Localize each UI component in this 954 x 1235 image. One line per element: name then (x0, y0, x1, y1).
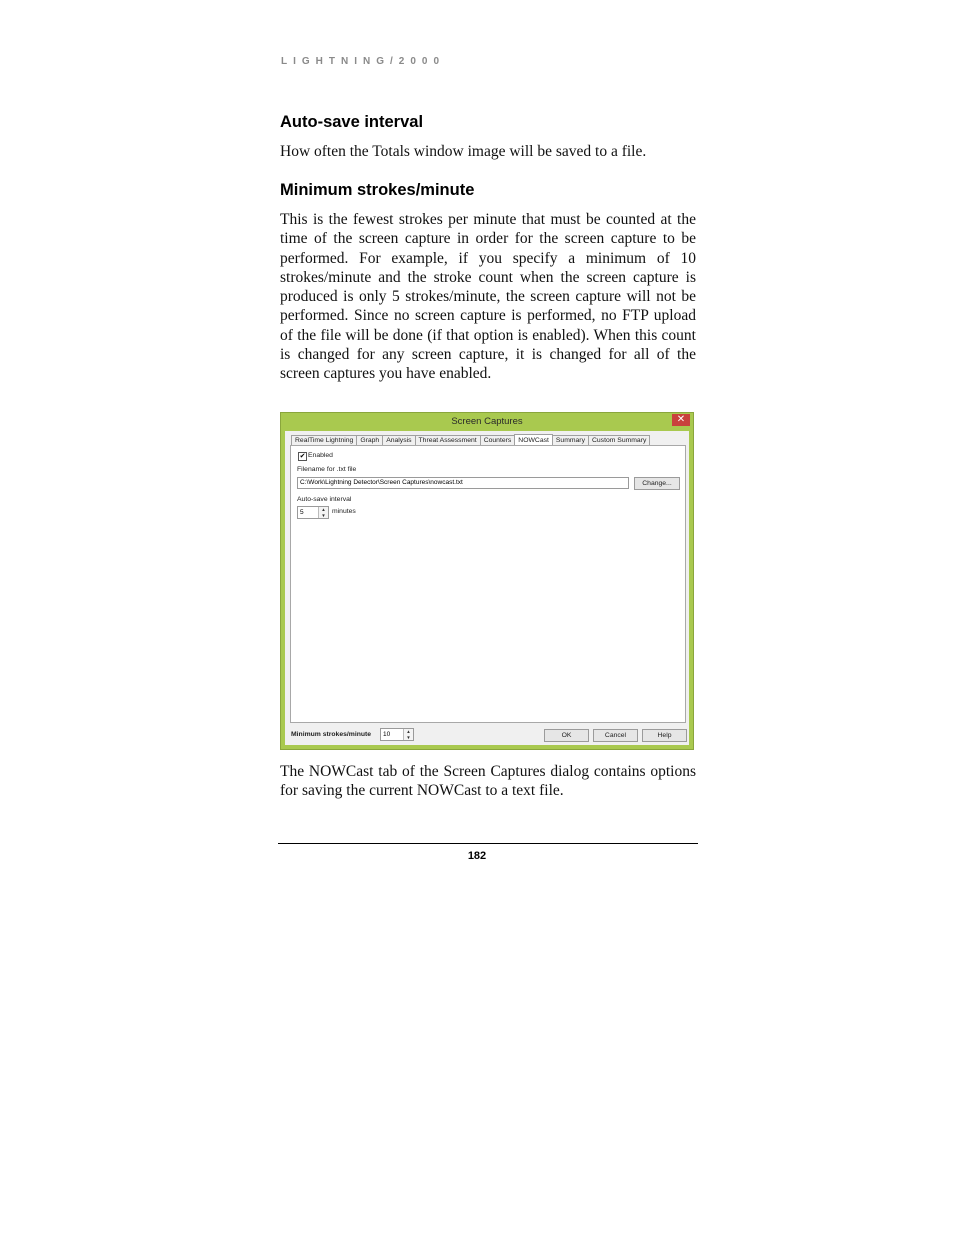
tab-nowcast[interactable]: NOWCast (514, 434, 553, 447)
cancel-button[interactable]: Cancel (593, 729, 638, 742)
tab-summary[interactable]: Summary (552, 435, 589, 446)
minutes-unit-label: minutes (332, 508, 356, 515)
filename-label: Filename for .txt file (297, 466, 357, 473)
page-number: 182 (467, 850, 487, 862)
screen-captures-dialog (280, 412, 694, 750)
chevron-down-icon[interactable]: ▼ (406, 734, 411, 740)
chevron-down-icon[interactable]: ▼ (321, 512, 326, 518)
auto-save-interval-label: Auto-save interval (297, 496, 352, 503)
figure-caption: The NOWCast tab of the Screen Captures dialog contains options for saving the current NOWCast to a text file. (280, 763, 696, 800)
tab-analysis[interactable]: Analysis (382, 435, 415, 446)
enabled-checkbox[interactable]: ✔ (299, 453, 306, 460)
chevron-up-icon[interactable]: ▲ (406, 729, 411, 734)
change-button[interactable]: Change... (634, 477, 680, 490)
nowcast-tab-panel (290, 445, 686, 723)
tab-graph[interactable]: Graph (356, 435, 383, 446)
running-header: LIGHTNING/2000 (281, 56, 446, 67)
enabled-label: Enabled (308, 452, 333, 459)
tab-threat-assessment[interactable]: Threat Assessment (415, 435, 481, 446)
tab-counters[interactable]: Counters (480, 435, 516, 446)
close-icon[interactable]: ✕ (672, 414, 690, 426)
dialog-body (285, 431, 689, 745)
footer-rule (278, 843, 698, 844)
spin-arrows[interactable] (403, 729, 413, 740)
filename-field[interactable]: C:\Work\Lightning Detector\Screen Captures\nowcast.txt (297, 477, 629, 489)
ok-button[interactable]: OK (544, 729, 589, 742)
minimum-strokes-value: 10 (383, 731, 391, 738)
auto-save-interval-stepper[interactable] (297, 506, 329, 519)
minimum-strokes-stepper[interactable] (380, 728, 414, 741)
heading-minimum-strokes: Minimum strokes/minute (280, 181, 475, 199)
help-button[interactable]: Help (642, 729, 687, 742)
chevron-up-icon[interactable]: ▲ (321, 507, 326, 512)
minimum-strokes-label: Minimum strokes/minute (291, 731, 372, 738)
auto-save-interval-value: 5 (300, 509, 304, 516)
spin-arrows[interactable] (318, 507, 328, 518)
paragraph-minimum-strokes: This is the fewest strokes per minute that must be counted at the time of the screen capture in order for the screen capture to be performed. For example, if you specify a minimum of 10 strokes/minute and the stroke count when the screen capture is produced is only 5 strokes/minute, the screen capture will not be performed. Since no screen capture is performed, no FTP upload of the file will be done (if that option is enabled). When this count is changed for any screen capture, it is changed for all of the screen captures you have enabled. (280, 211, 696, 383)
paragraph-auto-save-interval: How often the Totals window image will be saved to a file. (280, 143, 647, 160)
dialog-title: Screen Captures (451, 416, 523, 427)
tab-realtime-lightning[interactable]: RealTime Lightning (291, 435, 357, 446)
tab-custom-summary[interactable]: Custom Summary (588, 435, 650, 446)
heading-auto-save-interval: Auto-save interval (280, 113, 424, 131)
